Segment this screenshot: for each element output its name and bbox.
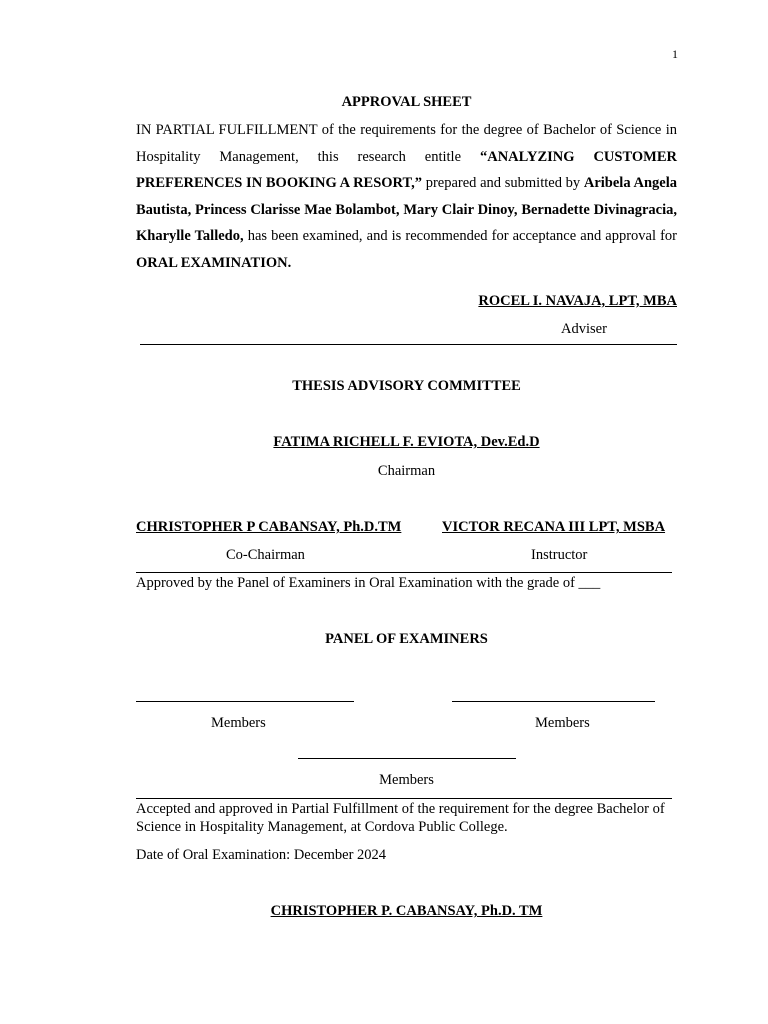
instructor-role: Instructor (531, 547, 588, 563)
divider-2 (136, 572, 672, 573)
member-label-2: Members (535, 715, 590, 731)
authors: Aribela Angela Bautista, Princess Clarisse Mae Bolambot, Mary Clair Dinoy, Bernadette Divinagracia, Kharylle Talledo, (136, 175, 677, 244)
intro-paragraph (136, 117, 677, 276)
adviser-role: Adviser (561, 321, 607, 337)
oral-examination: ORAL EXAMINATION. (136, 254, 292, 271)
research-title: “ANALYZING CUSTOMER PREFERENCES IN BOOKING A RESORT,” (136, 148, 677, 191)
divider-3 (136, 798, 672, 799)
member-label-3: Members (379, 772, 434, 788)
signature-line-3 (298, 758, 516, 759)
page-number: 1 (672, 47, 678, 61)
committee-heading: THESIS ADVISORY COMMITTEE (292, 378, 521, 394)
panel-approval-text: Approved by the Panel of Examiners in Oral Examination with the grade of ___ (136, 575, 601, 591)
co-chairman-role: Co-Chairman (226, 547, 305, 563)
member-label-1: Members (211, 715, 266, 731)
final-signatory: CHRISTOPHER P. CABANSAY, Ph.D. TM (270, 903, 543, 919)
divider-1 (140, 344, 677, 345)
signature-line-1 (136, 701, 354, 702)
intro-text-2: prepared and submitted by (421, 175, 584, 191)
panel-heading: PANEL OF EXAMINERS (325, 631, 488, 647)
acceptance-paragraph: Accepted and approved in Partial Fulfillment of the requirement for the degree Bachelor of Science in Hospitality Management, at Cordova Public College. (136, 801, 665, 835)
intro-text-3: has been examined, and is recommended for acceptance and approval for (243, 228, 677, 244)
instructor-name: VICTOR RECANA III LPT, MSBA (442, 519, 666, 535)
signature-line-2 (452, 701, 655, 702)
intro-text-1: IN PARTIAL FULFILLMENT of the requirements for the degree of Bachelor of Science in Hospitality Management, this research entitle (136, 122, 677, 165)
adviser-name: ROCEL I. NAVAJA, LPT, MBA (478, 293, 677, 309)
chairman-role: Chairman (377, 463, 436, 479)
exam-date: Date of Oral Examination: December 2024 (136, 847, 387, 863)
co-chairman-name: CHRISTOPHER P CABANSAY, Ph.D.TM (136, 519, 402, 535)
page-title: APPROVAL SHEET (341, 94, 472, 110)
chairman-name: FATIMA RICHELL F. EVIOTA, Dev.Ed.D (273, 434, 540, 450)
